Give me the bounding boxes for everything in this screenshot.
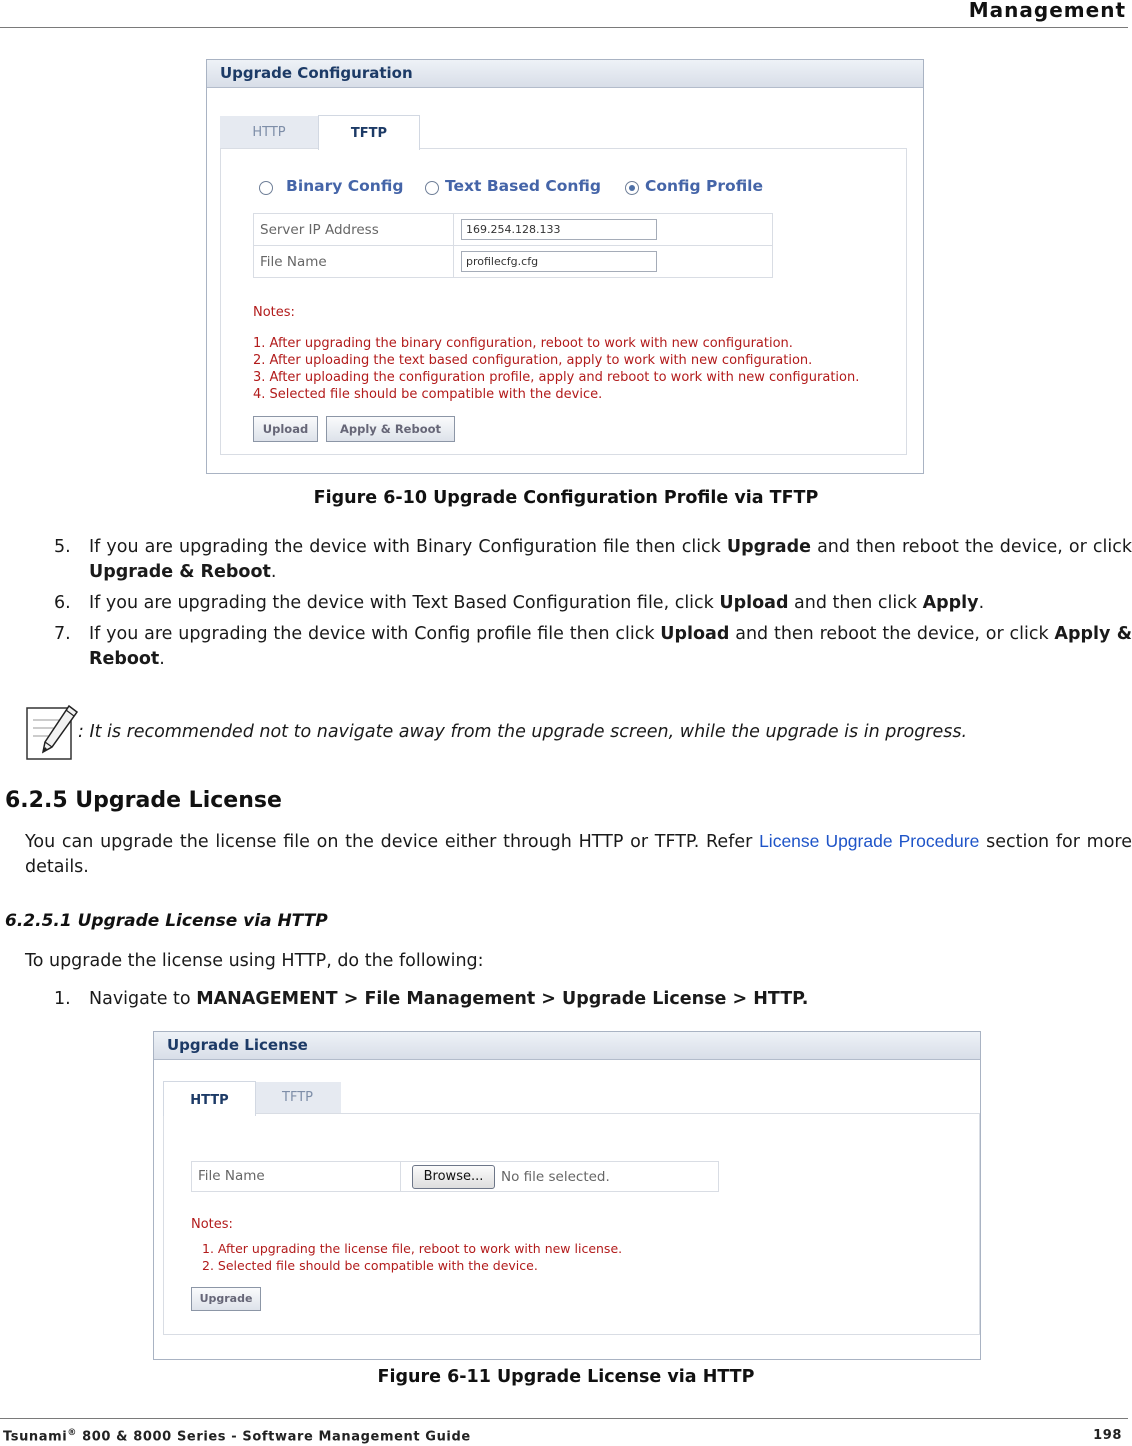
footer-title: Tsunami® 800 & 8000 Series - Software Management Guide <box>3 1428 471 1445</box>
footer-rule <box>0 1418 1128 1419</box>
upgrade-button[interactable]: Upgrade <box>191 1287 261 1311</box>
subsection-heading: 6.2.5.1 Upgrade License via HTTP <box>5 911 328 931</box>
tab-http[interactable]: HTTP <box>163 1081 256 1116</box>
section-paragraph: You can upgrade the license file on the device either through HTTP or TFTP. Refer License Upgrade Procedure section for more details. <box>25 831 1132 877</box>
notes-label: Notes: <box>191 1217 233 1232</box>
file-name-label: File Name <box>198 1168 265 1184</box>
upgrade-configuration-panel <box>206 59 924 474</box>
upgrade-license-panel <box>153 1031 981 1360</box>
file-name-label: File Name <box>254 246 454 278</box>
step-6: 6. If you are upgrading the device with Text Based Configuration file, click Upload and then click Apply. <box>54 593 985 613</box>
radio-binary-config[interactable] <box>259 181 273 195</box>
subsection-intro: To upgrade the license using HTTP, do the following: <box>25 951 484 971</box>
tab-http[interactable]: HTTP <box>220 116 318 149</box>
note-1: 1. After upgrading the binary configuration, reboot to work with new configuration. <box>253 336 793 351</box>
step-7: 7. If you are upgrading the device with Config profile file then click Upload and then reboot the device, or click Apply & Reboot. <box>54 624 1132 669</box>
note-text: : It is recommended not to navigate away from the upgrade screen, while the upgrade is in progress. <box>78 722 968 742</box>
notes-label: Notes: <box>253 305 295 320</box>
note-3: 3. After uploading the configuration profile, apply and reboot to work with new configuration. <box>253 370 860 385</box>
note-4: 4. Selected file should be compatible with the device. <box>253 387 603 402</box>
note-2: 2. Selected file should be compatible with the device. <box>202 1258 538 1273</box>
note-2: 2. After uploading the text based configuration, apply to work with new configuration. <box>253 353 813 368</box>
tab-tftp[interactable]: TFTP <box>318 115 420 150</box>
figure-6-11-caption: Figure 6-11 Upgrade License via HTTP <box>377 1367 755 1387</box>
radio-text-based-config[interactable] <box>425 181 439 195</box>
file-name-input[interactable]: profilecfg.cfg <box>461 251 657 272</box>
tab-tftp[interactable]: TFTP <box>254 1082 341 1114</box>
apply-reboot-button[interactable]: Apply & Reboot <box>326 416 455 442</box>
step-1: 1. Navigate to MANAGEMENT > File Management > Upgrade License > HTTP. <box>54 989 809 1009</box>
license-upgrade-procedure-link[interactable]: License Upgrade Procedure <box>759 831 980 851</box>
radio-label-config-profile: Config Profile <box>645 177 764 195</box>
step-5: 5. If you are upgrading the device with Binary Configuration file then click Upgrade and then reboot the device, or click Upgrade & Reboot. <box>54 537 1132 582</box>
server-ip-label: Server IP Address <box>254 214 454 246</box>
browse-button[interactable]: Browse... <box>412 1165 495 1189</box>
panel-title: Upgrade Configuration <box>207 60 923 88</box>
upload-button[interactable]: Upload <box>253 416 318 442</box>
note-1: 1. After upgrading the license file, reboot to work with new license. <box>202 1241 623 1256</box>
http-tab-content <box>163 1113 980 1335</box>
running-header: Management <box>968 0 1126 22</box>
radio-label-binary-config: Binary Config <box>286 177 404 195</box>
radio-label-text-based-config: Text Based Config <box>445 177 601 195</box>
header-rule <box>0 27 1128 28</box>
note-pencil-icon <box>26 703 80 761</box>
section-heading: 6.2.5 Upgrade License <box>5 788 282 813</box>
page-number: 198 <box>1093 1428 1122 1443</box>
server-ip-input[interactable]: 169.254.128.133 <box>461 219 657 240</box>
no-file-selected-text: No file selected. <box>501 1169 610 1185</box>
radio-config-profile[interactable] <box>625 181 639 195</box>
panel-title: Upgrade License <box>154 1032 980 1060</box>
figure-6-10-caption: Figure 6-10 Upgrade Configuration Profile via TFTP <box>313 488 819 508</box>
